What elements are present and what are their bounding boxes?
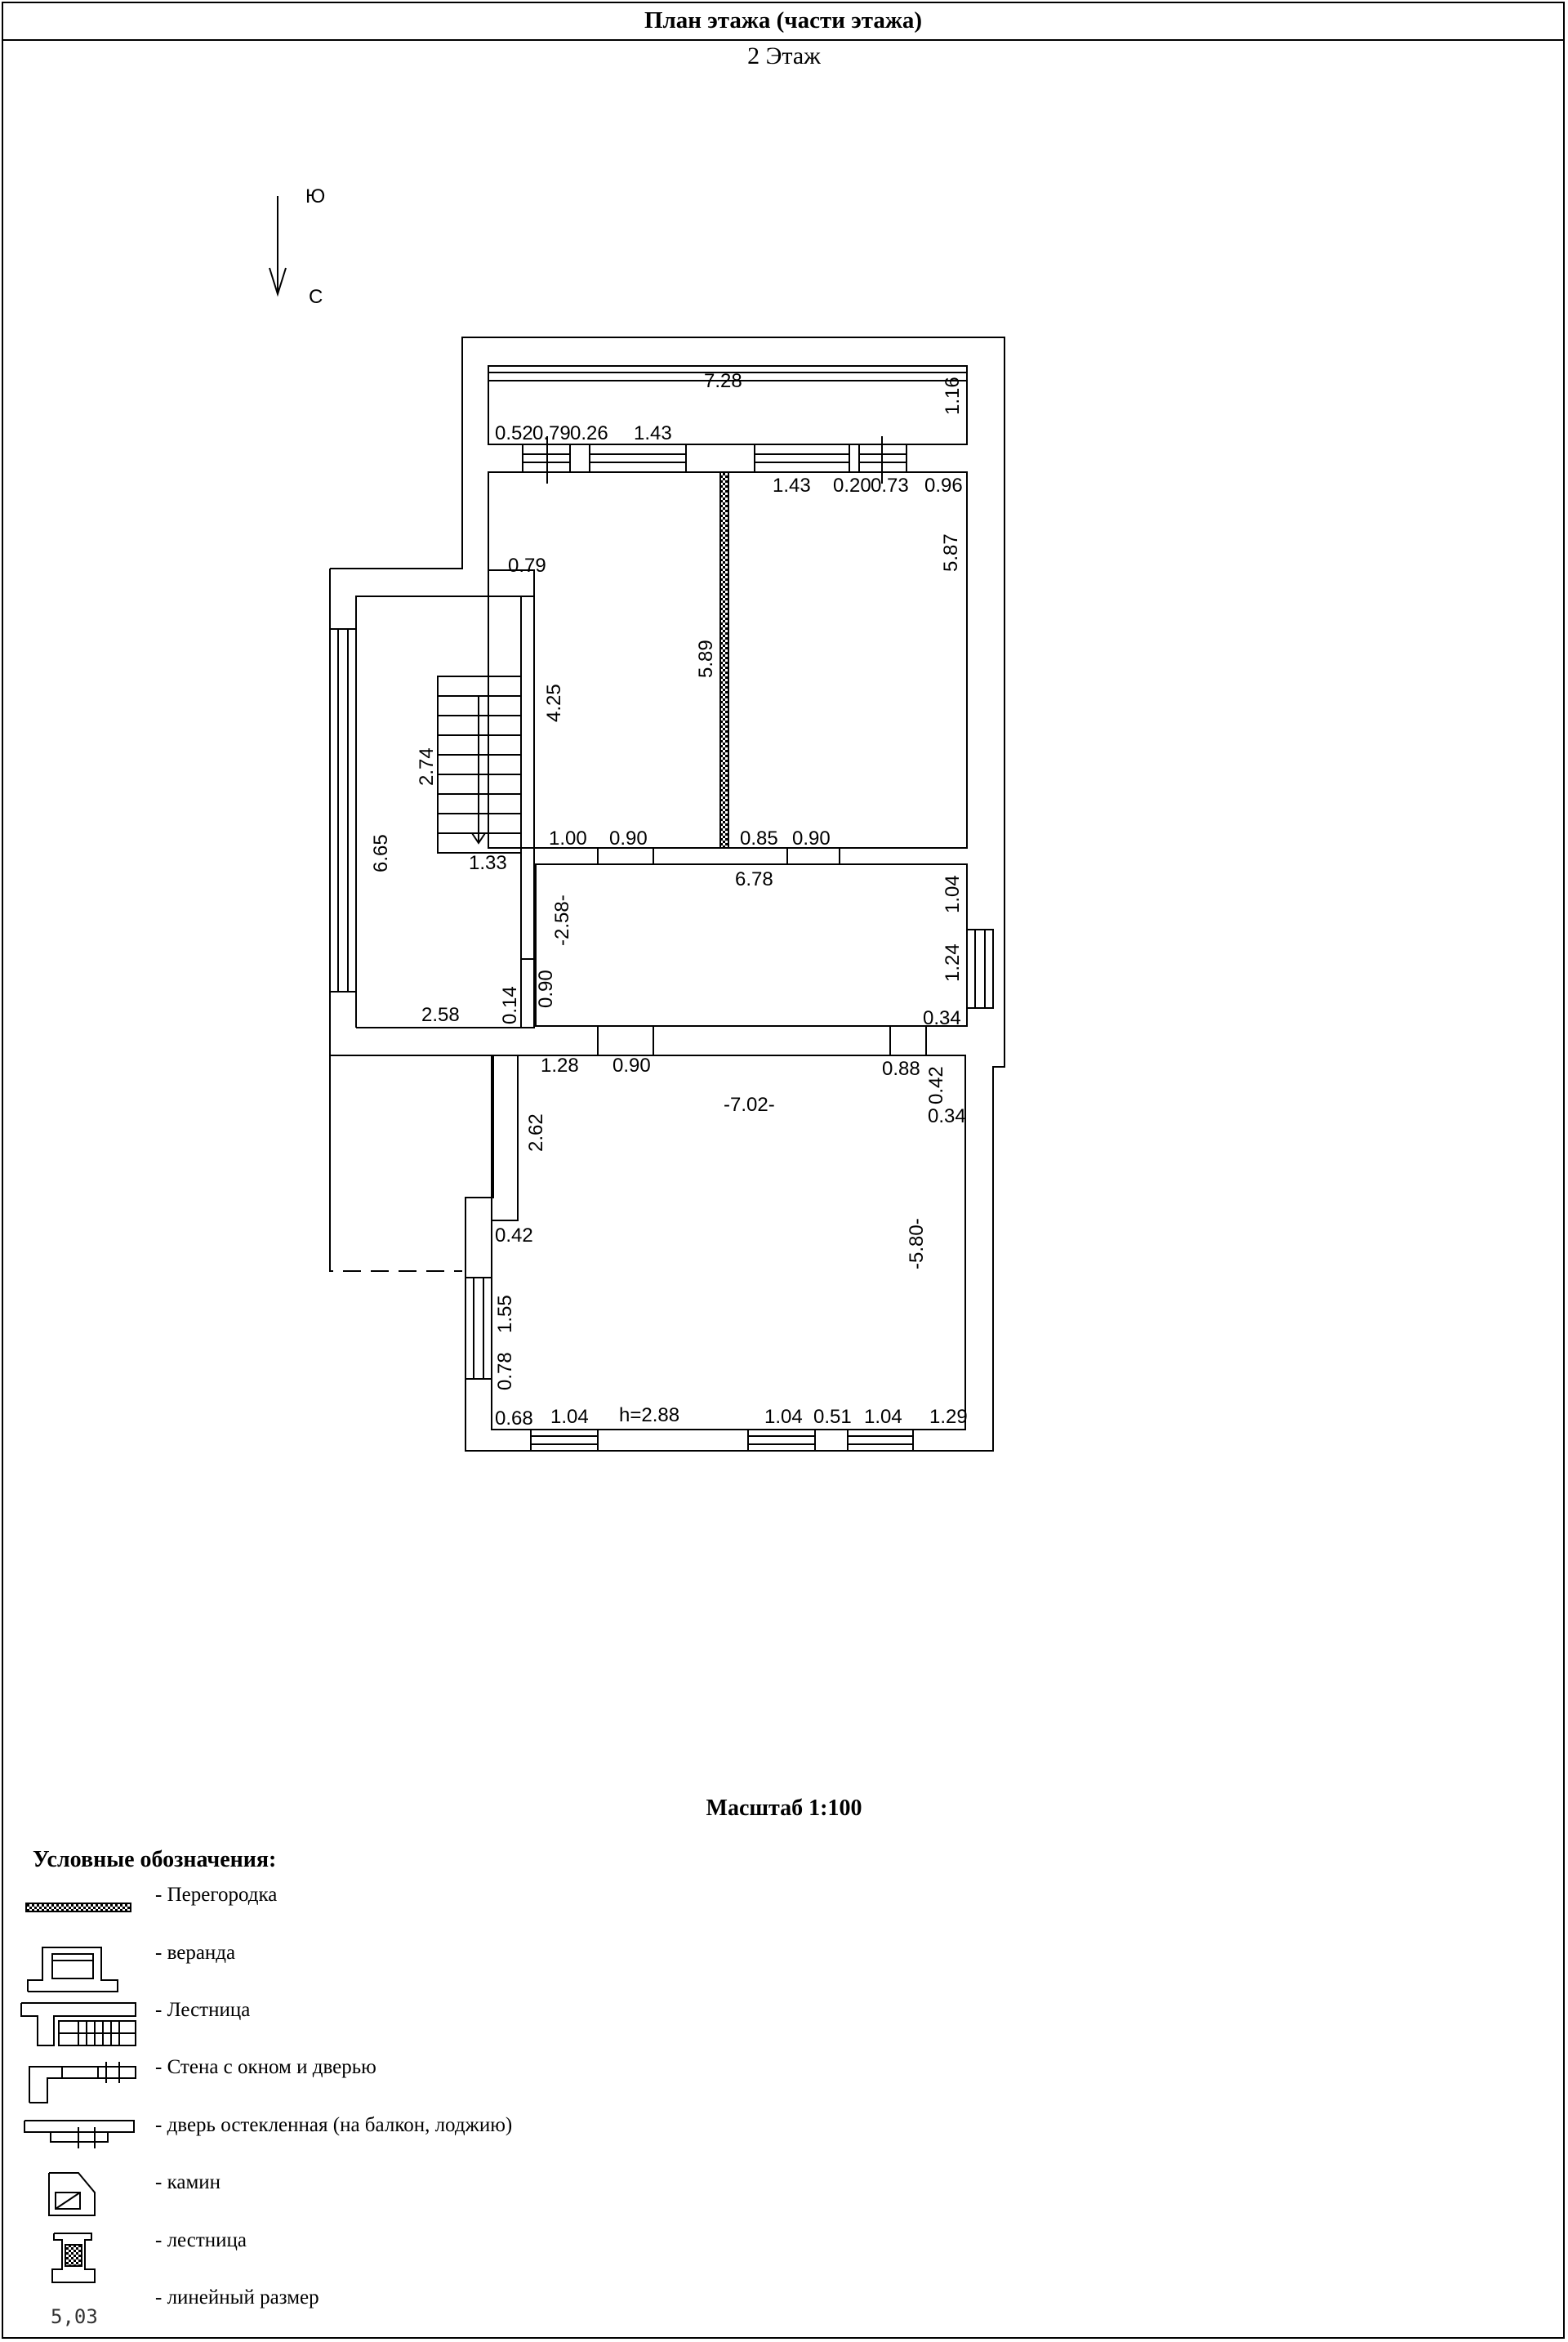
dim-label: 4.25 <box>543 684 565 722</box>
compass-north-label: С <box>309 286 323 308</box>
dim-label: 0.51 <box>813 1406 852 1428</box>
dim-label: 1.00 <box>549 828 587 850</box>
dim-label: 0.42 <box>495 1225 533 1247</box>
dim-label: 0.85 <box>740 828 778 850</box>
dim-label: 0.79 <box>532 422 571 444</box>
dim-label: 0.88 <box>882 1058 920 1080</box>
legend-item-fireplace: - камин <box>155 2171 221 2193</box>
dim-label: 2.62 <box>525 1113 547 1152</box>
dim-label: 2.58 <box>421 1004 460 1026</box>
dim-label: 0.90 <box>792 828 831 850</box>
dim-label: 0.52 <box>495 422 533 444</box>
legend-sample-dimension: 5,03 <box>51 2305 98 2328</box>
page-title: План этажа (части этажа) <box>2 2 1565 41</box>
dim-label: 2.74 <box>416 747 438 786</box>
dim-label: 0.42 <box>925 1066 947 1104</box>
dim-label: 1.04 <box>864 1406 902 1428</box>
dim-label: 0.79 <box>508 555 546 577</box>
dim-label: 5.87 <box>940 533 962 572</box>
dim-label: 0.34 <box>928 1105 966 1127</box>
fireplace-legend-icon <box>49 2173 95 2215</box>
staircase-legend-icon <box>21 2003 136 2045</box>
legend-item-wall-window-door: - Стена с окном и дверью <box>155 2056 376 2078</box>
dim-label: 1.55 <box>494 1295 516 1333</box>
legend-title: Условные обозначения: <box>33 1847 277 1872</box>
dim-label: 6.65 <box>370 834 392 872</box>
dim-label: 1.33 <box>469 852 507 874</box>
dim-label: 0.96 <box>924 475 963 497</box>
veranda-legend-icon <box>28 1947 118 1992</box>
dim-label: -7.02- <box>724 1094 775 1116</box>
legend-item-staircase: - Лестница <box>155 1999 251 2021</box>
dim-label: 1.04 <box>764 1406 803 1428</box>
dim-label: 0.90 <box>612 1055 651 1077</box>
dim-label: 7.28 <box>704 370 742 392</box>
legend-item-glazed-door: - дверь остекленная (на балкон, лоджию) <box>155 2114 513 2136</box>
dim-label: 0.14 <box>499 986 521 1024</box>
dim-label: -2.58- <box>551 894 573 946</box>
dim-label: 0.90 <box>535 970 557 1008</box>
dim-label: 0.78 <box>494 1352 516 1390</box>
dim-label: 0.73 <box>871 475 909 497</box>
dim-label: 0.90 <box>609 828 648 850</box>
partition-legend-icon <box>26 1903 131 1912</box>
legend-item-partition: - Перегородка <box>155 1884 278 1906</box>
compass-arrow-icon <box>270 196 286 294</box>
dim-label: 0.68 <box>495 1407 533 1430</box>
compass-south-label: Ю <box>305 185 326 207</box>
scale-label: Масштаб 1:100 <box>706 1796 862 1821</box>
dim-label: 0.34 <box>923 1007 961 1029</box>
dim-label: h=2.88 <box>619 1404 680 1426</box>
partition <box>720 472 728 848</box>
dim-label: 0.20 <box>833 475 871 497</box>
dim-label: 1.43 <box>634 422 672 444</box>
glazed-door-legend-icon <box>24 2121 134 2148</box>
dim-label: 6.78 <box>735 868 773 890</box>
walls <box>330 337 1004 1451</box>
dim-label: 1.16 <box>942 377 964 415</box>
legend-item-veranda: - веранда <box>155 1942 236 1964</box>
dim-label: 1.04 <box>550 1406 589 1428</box>
dim-label: 1.29 <box>929 1406 968 1428</box>
dim-label: 1.28 <box>541 1055 579 1077</box>
legend-item-linear-dimension: - линейный размер <box>155 2286 319 2309</box>
dim-label: 0.26 <box>570 422 608 444</box>
wall-window-door-legend-icon <box>29 2062 136 2103</box>
dim-label: 1.24 <box>942 943 964 982</box>
dim-label: -5.80- <box>906 1218 928 1269</box>
dim-label: 1.43 <box>773 475 811 497</box>
dim-label: 1.04 <box>942 875 964 913</box>
dim-label: 5.89 <box>695 640 717 678</box>
stairs-legend-icon <box>52 2233 95 2282</box>
dashed-outline <box>330 1062 462 1271</box>
legend-item-stairs: - лестница <box>155 2229 247 2251</box>
floor-label: 2 Этаж <box>747 42 821 69</box>
